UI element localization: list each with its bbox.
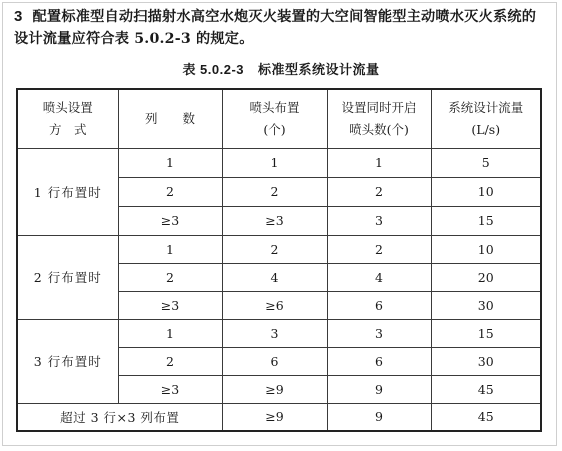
heads-cell: ≥9	[222, 375, 327, 403]
flow-cell: 5	[431, 148, 541, 177]
table-row	[17, 319, 541, 347]
open-cell: 6	[327, 347, 431, 375]
cols-cell: 1	[118, 148, 222, 177]
cols-cell: ≥3	[118, 206, 222, 235]
header-flow: 系统设计流量 (L/s)	[431, 89, 541, 148]
mode-cell: 3 行布置时	[17, 319, 118, 403]
header-open: 设置同时开启 喷头数(个)	[327, 89, 431, 148]
flow-cell: 30	[431, 291, 541, 319]
cols-cell: ≥3	[118, 291, 222, 319]
open-cell: 3	[327, 319, 431, 347]
cols-cell: ≥3	[118, 375, 222, 403]
open-cell: 2	[327, 177, 431, 206]
open-cell: 9	[327, 375, 431, 403]
header-columns: 列 数	[118, 89, 222, 148]
mode-cell-over-3x3: 超过 3 行×3 列布置	[17, 403, 222, 431]
paragraph-text: 配置标准型自动扫描射水高空水炮灭火装置的大空间智能型主动喷水灭火系统的设计流量应符合表 5.0.2-3 的规定。	[14, 9, 537, 47]
flow-cell: 20	[431, 263, 541, 291]
open-cell: 1	[327, 148, 431, 177]
cols-cell: 1	[118, 319, 222, 347]
heads-cell: 2	[222, 177, 327, 206]
mode-cell: 1 行布置时	[17, 148, 118, 235]
cols-cell: 2	[118, 177, 222, 206]
open-cell: 2	[327, 235, 431, 263]
heads-cell: ≥9	[222, 403, 327, 431]
heads-cell: 2	[222, 235, 327, 263]
flow-cell: 10	[431, 177, 541, 206]
heads-cell: 4	[222, 263, 327, 291]
flow-cell: 45	[431, 375, 541, 403]
cols-cell: 1	[118, 235, 222, 263]
open-cell: 4	[327, 263, 431, 291]
header-heads: 喷头布置 (个)	[222, 89, 327, 148]
open-cell: 3	[327, 206, 431, 235]
mode-cell: 2 行布置时	[17, 235, 118, 319]
heads-cell: ≥6	[222, 291, 327, 319]
cols-cell: 2	[118, 263, 222, 291]
paragraph	[14, 6, 544, 50]
table-row-last	[17, 403, 541, 431]
heads-cell: 3	[222, 319, 327, 347]
header-mode: 喷头设置 方 式	[17, 89, 118, 148]
flow-cell: 30	[431, 347, 541, 375]
table-caption	[0, 59, 562, 78]
design-flow-table	[16, 88, 542, 432]
open-cell: 9	[327, 403, 431, 431]
flow-cell: 10	[431, 235, 541, 263]
table-code: 表 5.0.2-3	[182, 62, 245, 77]
heads-cell: 6	[222, 347, 327, 375]
flow-cell: 15	[431, 206, 541, 235]
heads-cell: ≥3	[222, 206, 327, 235]
flow-cell: 45	[431, 403, 541, 431]
heads-cell: 1	[222, 148, 327, 177]
cols-cell: 2	[118, 347, 222, 375]
table-row	[17, 148, 541, 177]
table-title: 标准型系统设计流量	[258, 63, 380, 78]
table-row	[17, 235, 541, 263]
paragraph-number: 3	[14, 8, 23, 25]
open-cell: 6	[327, 291, 431, 319]
table-header-row	[17, 89, 541, 148]
flow-cell: 15	[431, 319, 541, 347]
